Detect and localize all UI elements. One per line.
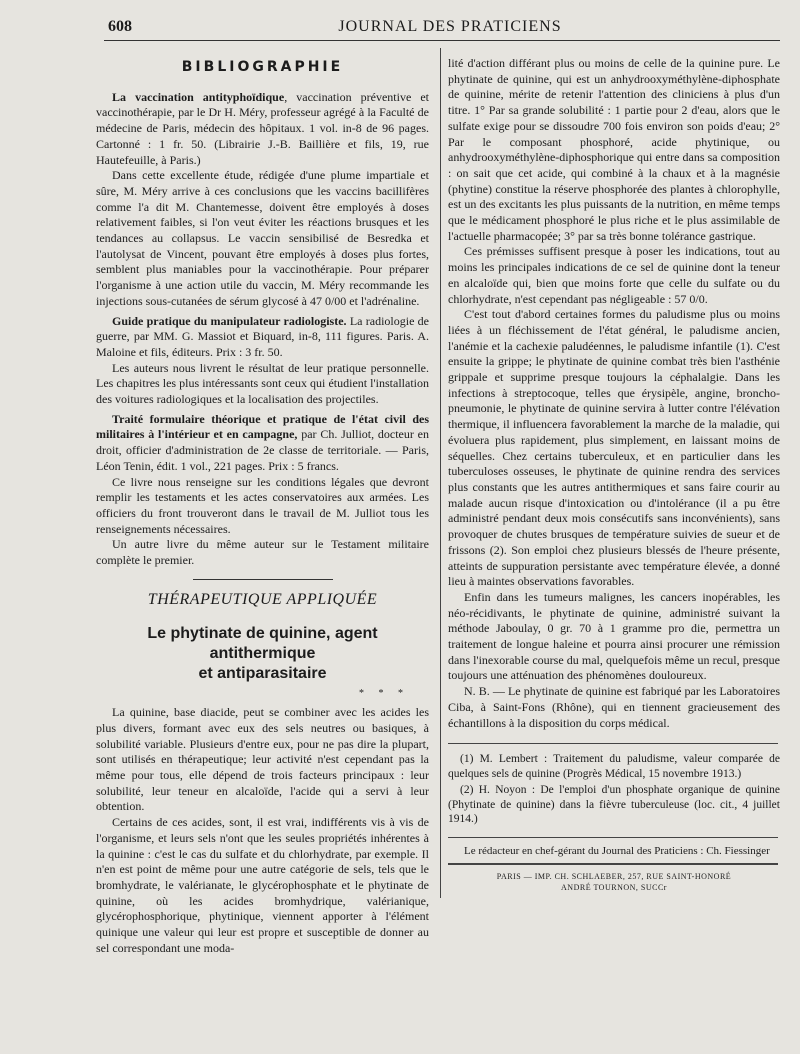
review-2-body: Les auteurs nous livrent le résultat de leur pratique personnelle. Les chapitres les plus intéressants sont ceux qui étudient l'installation des voitures radiologiques et la localisation des projectiles. <box>96 360 429 407</box>
article-paragraph-5: C'est tout d'abord certaines formes du paludisme plus ou moins liées à un fléchissement de l'état général, le paludisme ancien, l'anémie et la cachexie paludéennes, le paludisme infantile (1). C'est ensuite la grippe; le phytinate de quinine combat très bien l'asthénie grippale et supprime presque toujours la céphalalgie. Dans les infections à streptocoque, telles que érysipèle, angine, broncho-pneumonie, le phytinate de quinine servira à lutter contre l'élévation thermique, il influencera favorablement la marche de la maladie, qui évoluera plus rapidement, plus simplement, en laissant moins de séquelles. Chez certains tuberculeux, et en particulier dans les tuberculoses osseuses, le phytinate de quinine rendra des services plus constants que les autres antithermiques et sans faire courir au malade aucun risque d'intoxication ou d'intolérance (il a pu être administré pendant deux mois consécutifs sans inconvénients), sans provoquer de chutes brusques de température suivies de sueur et de frissons (2). Son emploi chez plusieurs blessés de l'heure présente, atteints de suppuration persistante avec température élevée, a donné lieu à maintes observations favorables. <box>448 307 780 589</box>
imprint-line-2: ANDRÉ TOURNON, SUCCr <box>561 883 667 893</box>
review-3 <box>96 412 429 475</box>
left-column <box>96 56 429 956</box>
sub-section-title: THÉRAPEUTIQUE APPLIQUÉE <box>147 590 378 608</box>
article-title-line-2: et antiparasitaire <box>198 664 327 682</box>
footnotes <box>448 752 780 827</box>
review-2 <box>96 314 429 361</box>
section-divider <box>193 579 333 580</box>
review-2-title: Guide pratique du manipulateur radiologiste. <box>112 313 347 328</box>
journal-title: JOURNAL DES PRATICIENS <box>338 18 562 35</box>
review-1-text: , vaccination préventive et vaccinothérapie, par le Dr H. Méry, professeur agrégé à la Faculté de médecine de Paris, médecin des hôpitaux. 1 vol. in-8 de 96 pages. Cartonné : 1 fr. 50. (Librairie J.-B. Baillière et fils, 19, rue Hautefeuille, à Paris.) <box>96 89 430 167</box>
review-3-text: par Ch. Julliot, docteur en droit, officier d'administration de 2e classe de territoriale. — Paris, Léon Tenin, édit. 1 vol., 221 pages. Prix : 5 francs. <box>96 427 429 473</box>
review-3-body: Ce livre nous renseigne sur les conditions légales que devront remplir les testaments et les actes conservatoires aux armées. Les officiers du front trouveront dans le travail de M. Julliot tous les renseignements nécessaires. <box>96 474 429 536</box>
section-title: BIBLIOGRAPHIE <box>181 59 344 75</box>
footnote-2: (2) H. Noyon : De l'emploi d'un phosphate organique de quinine (Phytinate de quinine) dans la fièvre tuberculeuse (loc. cit., 4 juillet 1914.) <box>448 784 780 826</box>
footnote-1: (1) M. Lembert : Traitement du paludisme, valeur comparée de quelques sels de quinine (Progrès Médical, 15 novembre 1913.) <box>448 753 780 780</box>
article-note: N. B. — Le phytinate de quinine est fabriqué par les Laboratoires Ciba, à Saint-Fons (Rhône), qui en tiennent gracieusement des échantillons à la disposition du corps médical. <box>448 684 780 730</box>
review-2-text: La radiologie de guerre, par MM. G. Massiot et Biquard, in-8, 111 figures. Paris. A. Maloine et fils, éditeurs. Prix : 3 fr. 50. <box>96 313 429 359</box>
imprint-rule <box>448 863 778 865</box>
article-paragraph-2: Certains de ces acides, sont, il est vrai, indifférents vis à vis de l'organisme, et leurs sels n'ont que les seules propriétés inhérentes à la quinine : c'est le cas du sulfate et du chlorhydrate, par exemple. Il n'en est point de même pour une autre catégorie de sels, tels que le bromhydrate, le valérianate, le glycérophosphate et le phytinate de quinine, où les acides bromhydrique, valérianique, glycérophosphorique, phytinique, viennent apporter à l'élément quinique une valeur qui leur est propre et susceptible de donner au sel correspondant une moda- <box>96 815 429 955</box>
redacteur-rule <box>448 837 778 838</box>
review-1-title: La vaccination antityphoïdique <box>112 89 285 104</box>
right-column <box>448 56 780 893</box>
page-header <box>0 16 800 40</box>
imprint-line-1: PARIS — IMP. CH. SCHLAEBER, 257, RUE SAINT-HONORÉ <box>496 872 732 882</box>
ornament-stars: * * * <box>359 687 409 699</box>
article-title-line-1: Le phytinate de quinine, agent antithermique <box>147 624 378 662</box>
redacteur-line: Le rédacteur en chef-gérant du Journal des Praticiens : Ch. Fiessinger <box>464 844 770 857</box>
column-divider <box>440 48 441 898</box>
article-paragraph-6: Enfin dans les tumeurs malignes, les cancers inopérables, les néo-récidivants, le phytinate de quinine, administré suivant la méthode Jaboulay, 0 gr. 70 à 1 gramme pro die, permettra un traitement de longue haleine et pourra ainsi procurer une rémission dans l'inexorable course du mal, quelquefois même un recul, presque toujours une atténuation des phénomènes douloureux. <box>448 589 780 683</box>
page-number: 608 <box>108 18 132 35</box>
review-3-title: Traité formulaire théorique et pratique de l'état civil des militaires à l'intérieur et en campagne, <box>96 411 429 442</box>
article-title <box>96 624 429 684</box>
review-3-note: Un autre livre du même auteur sur le Testament militaire complète le premier. <box>96 537 429 568</box>
article-paragraph-4: Ces prémisses suffisent presque à poser les indications, tout au moins les principales indications de ce sel de quinine dont la teneur en alcaloïde qui, bien que moins forte que celle du sulfate ou du chlorhydrate, n'est cependant pas négligeable : 57 0/0. <box>448 244 780 306</box>
imprint <box>448 871 780 893</box>
review-1-body: Dans cette excellente étude, rédigée d'une plume impartiale et sûre, M. Méry arrive à ces conclusions que les vaccins bacillifères comme l'a dit M. Chantemesse, doivent être employés à doses relativement faibles, si l'on veut éviter les réactions brusques et les tendances au collapsus. Le vaccin sensibilisé de Besredka et l'autolysat de Vincent, pouvant être employés à doses plus fortes, semblent plus maniables pour la vaccinothérapie. Pour préparer l'organisme à une action utile du vaccin, M. Méry recommande les injections sous-cutanées de sérum glycosé à 47 0/00 et l'adrénaline. <box>96 168 429 308</box>
review-1 <box>96 90 429 169</box>
article-paragraph-3: lité d'action différant plus ou moins de celle de la quinine pure. Le phytinate de quinine, qui est un anhydrooxyméthylène-diphosphate de quinine, mérite de retenir l'attention des cliniciens à plus d'un titre. 1° Par sa grande solubilité : 1 partie pour 2 d'eau, alors que le sulfate exige pour se dissoudre 700 fois environ son poids d'eau; 2° Par le composant phosphoré, acide phytinique, ou anhydrooxyméthylène-diphosphorique qui entre dans sa composition : on sait que cet acide, qui combiné à la chaux et à la magnésie (phytine) constitue la réserve phosphorée des plantes à chlorophylle, est un des excitants les plus puissants de la nutrition, en même temps que le médicament phosphoré le plus riche et le plus assimilable de l'actuelle pharmacopée; 3° par sa très bonne tolérance gastrique. <box>448 56 780 243</box>
footnote-rule <box>448 743 778 744</box>
header-rule <box>104 40 780 41</box>
article-paragraph-1: La quinine, base diacide, peut se combiner avec les acides les plus divers, formant avec eux des sels neutres ou basiques, à solubilité variable. Plusieurs d'entre eux, pour ne pas dire la plupart, sont utilisés en thérapeutique; leur activité n'est cependant pas la même pour tous, elle dépend de trois facteurs principaux : leur solubilité, leur teneur en alcaloïde, l'acide qui a servi à leur obtention. <box>96 705 429 814</box>
